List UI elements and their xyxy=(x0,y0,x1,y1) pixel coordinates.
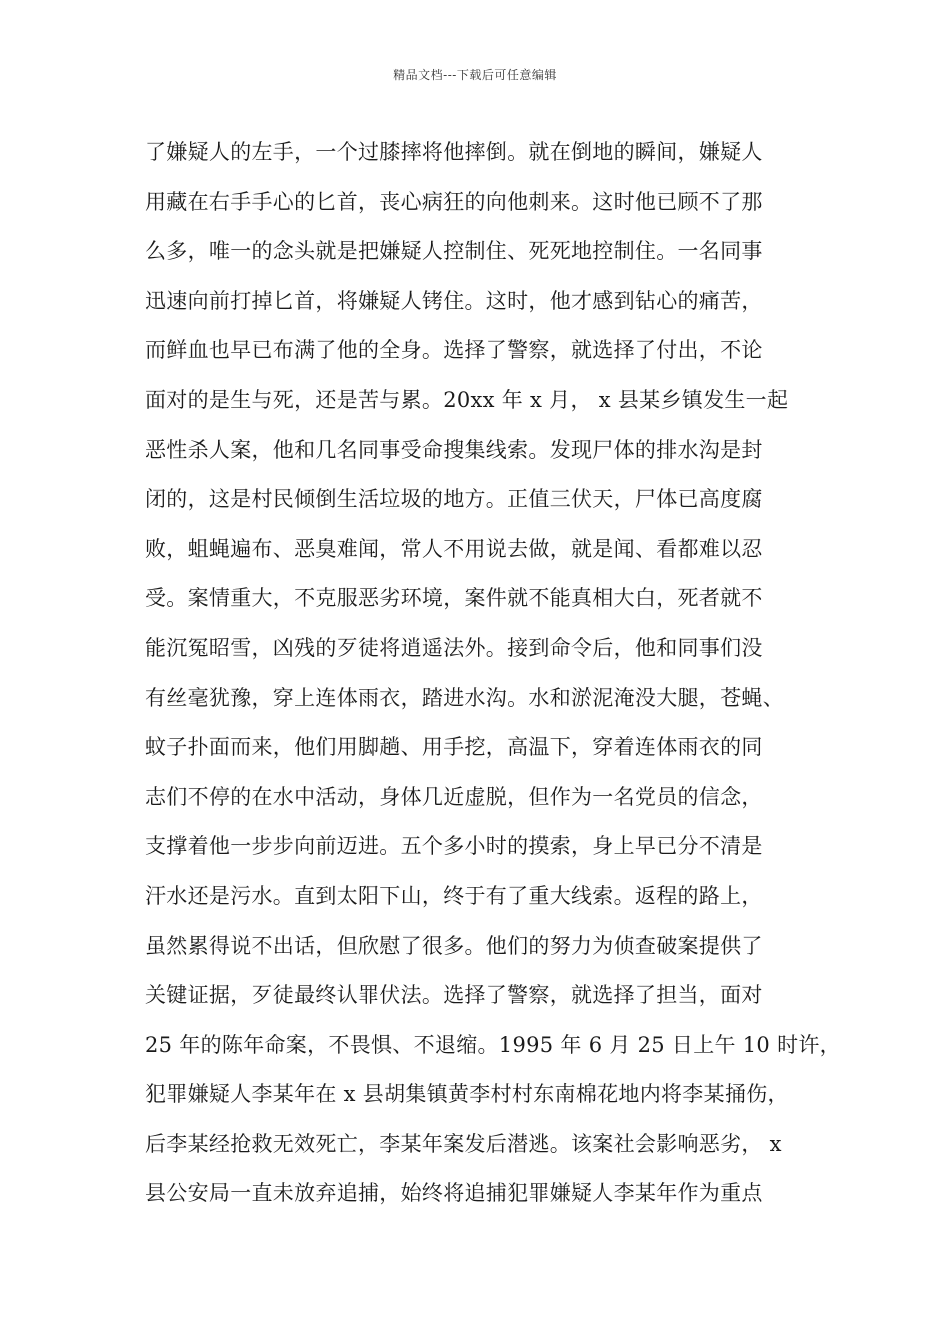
text-line: 迅速向前打掉匕首，将嫌疑人铐住。这时，他才感到钻心的痛苦， xyxy=(145,288,763,313)
text-line: 犯罪嫌疑人李某年在 x 县胡集镇黄李村村东南棉花地内将李某捅伤， xyxy=(145,1082,789,1107)
body-text xyxy=(145,128,841,1219)
text-line: 恶性杀人案，他和几名同事受命搜集线索。发现尸体的排水沟是封 xyxy=(145,437,763,462)
text-line: 用藏在右手手心的匕首，丧心病狂的向他刺来。这时他已顾不了那 xyxy=(145,189,763,214)
text-line: 25 年的陈年命案，不畏惧、不退缩。1995 年 6 月 25 日上午 10 时许， xyxy=(145,1032,841,1057)
text-line: 闭的，这是村民倾倒生活垃圾的地方。正值三伏天，尸体已高度腐 xyxy=(145,487,763,512)
text-line: 志们不停的在水中活动，身体几近虚脱，但作为一名党员的信念， xyxy=(145,784,763,809)
text-line: 支撑着他一步步向前迈进。五个多小时的摸索，身上早已分不清是 xyxy=(145,834,763,859)
text-line: 败，蛆蝇遍布、恶臭难闻，常人不用说去做，就是闻、看都难以忍 xyxy=(145,536,763,561)
text-line: 有丝毫犹豫，穿上连体雨衣，踏进水沟。水和淤泥淹没大腿，苍蝇、 xyxy=(145,685,784,710)
text-line: 关键证据，歹徒最终认罪伏法。选择了警察，就选择了担当，面对 xyxy=(145,983,763,1008)
text-line: 汗水还是污水。直到太阳下山，终于有了重大线索。返程的路上， xyxy=(145,883,763,908)
text-line: 虽然累得说不出话，但欣慰了很多。他们的努力为侦查破案提供了 xyxy=(145,933,763,958)
text-line: 么多，唯一的念头就是把嫌疑人控制住、死死地控制住。一名同事 xyxy=(145,239,763,264)
text-line: 县公安局一直未放弃追捕，始终将追捕犯罪嫌疑人李某年作为重点 xyxy=(145,1181,763,1206)
text-line: 而鲜血也早已布满了他的全身。选择了警察，就选择了付出，不论 xyxy=(145,338,763,363)
text-line: 能沉冤昭雪，凶残的歹徒将逍遥法外。接到命令后，他和同事们没 xyxy=(145,635,763,660)
page-header: 精品文档---下载后可任意编辑 xyxy=(393,68,557,82)
text-line: 蚊子扑面而来，他们用脚趟、用手挖，高温下，穿着连体雨衣的同 xyxy=(145,735,763,760)
text-line: 面对的是生与死，还是苦与累。20xx 年 x 月， x 县某乡镇发生一起 xyxy=(145,387,789,412)
text-line: 后李某经抢救无效死亡，李某年案发后潜逃。该案社会影响恶劣， x xyxy=(145,1131,782,1156)
text-line: 受。案情重大，不克服恶劣环境，案件就不能真相大白，死者就不 xyxy=(145,586,763,611)
text-line: 了嫌疑人的左手，一个过膝摔将他摔倒。就在倒地的瞬间，嫌疑人 xyxy=(145,140,763,164)
